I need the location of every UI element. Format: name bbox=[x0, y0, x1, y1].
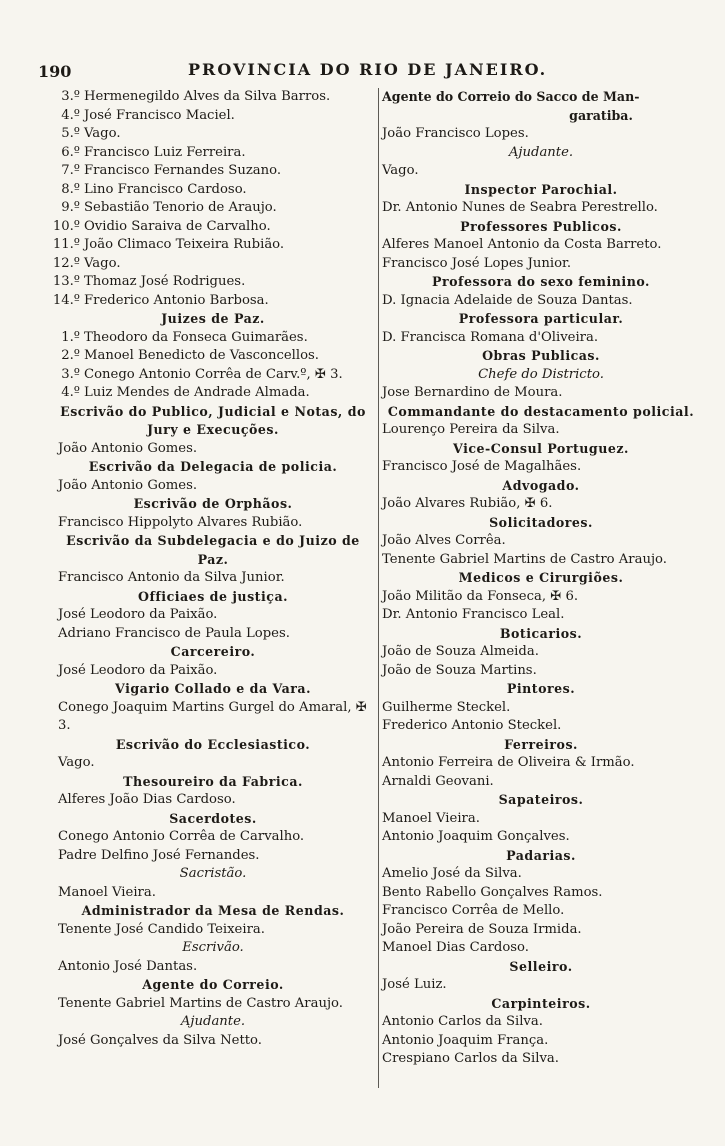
list-item: Crespiano Carlos da Silva. bbox=[382, 1051, 559, 1066]
section-heading: Inspector Parochial. bbox=[464, 181, 618, 197]
list-item: Antonio Joaquim França. bbox=[382, 1032, 549, 1048]
list-item: 12.º Vago. bbox=[52, 255, 121, 271]
section-heading: Agente do Correio. bbox=[142, 977, 284, 992]
list-item: Manoel Vieira. bbox=[382, 810, 480, 826]
list-item: 6.º Francisco Luiz Ferreira. bbox=[61, 144, 246, 160]
section-heading: Thesoureiro da Fabrica. bbox=[123, 773, 303, 789]
list-item: Amelio José da Silva. bbox=[382, 866, 522, 881]
list-item: Tenente Gabriel Martins de Castro Araujo. bbox=[58, 995, 343, 1011]
section-heading: Padarias. bbox=[506, 847, 576, 863]
list-item: Guilherme Steckel. bbox=[382, 699, 511, 715]
list-item: Vago. bbox=[58, 755, 95, 770]
right-column bbox=[382, 88, 700, 1069]
list-item: Antonio Joaquim Gonçalves. bbox=[382, 829, 570, 844]
section-heading: Administrador da Mesa de Rendas. bbox=[81, 903, 345, 918]
list-item: João Militão da Fonseca, ✠ 6. bbox=[382, 588, 579, 604]
section-heading: Professora do sexo feminino. bbox=[432, 274, 650, 289]
list-item: José Luiz. bbox=[382, 977, 447, 992]
list-item: João Alvares Rubião, ✠ 6. bbox=[382, 496, 553, 511]
section-heading: Selleiro. bbox=[509, 958, 573, 974]
list-item: 14.º Frederico Antonio Barbosa. bbox=[52, 292, 269, 308]
list-item: 4.º Luiz Mendes de Andrade Almada. bbox=[61, 385, 310, 400]
list-item: Francisco Antonio da Silva Junior. bbox=[58, 570, 285, 585]
section-heading: Escrivão de Orphãos. bbox=[133, 496, 293, 511]
list-item: José Leodoro da Paixão. bbox=[58, 607, 218, 622]
list-item: João Antonio Gomes. bbox=[58, 477, 198, 493]
section-heading: Juizes de Paz. bbox=[161, 311, 265, 326]
list-item: Francisco José de Magalhães. bbox=[382, 459, 582, 474]
list-item: Antonio Ferreira de Oliveira & Irmão. bbox=[382, 755, 635, 770]
list-item: João Pereira de Souza Irmida. bbox=[382, 921, 582, 937]
list-item: João Francisco Lopes. bbox=[382, 126, 529, 141]
list-item: Jose Bernardino de Moura. bbox=[382, 385, 563, 400]
list-item: João Antonio Gomes. bbox=[58, 440, 198, 456]
list-item: Adriano Francisco de Paula Lopes. bbox=[58, 625, 290, 641]
section-heading: Officiaes de justiça. bbox=[137, 588, 288, 604]
list-item: 2.º Manoel Benedicto de Vasconcellos. bbox=[61, 348, 320, 363]
page-header bbox=[38, 60, 658, 84]
list-item: Dr. Antonio Nunes de Seabra Perestrello. bbox=[382, 200, 658, 215]
list-item: Alferes Manoel Antonio da Costa Barreto. bbox=[382, 237, 662, 252]
section-heading: Advogado. bbox=[502, 477, 580, 493]
section-heading: Escrivão da Delegacia de policia. bbox=[88, 459, 338, 474]
list-item: Francisco Corrêa de Mello. bbox=[382, 903, 565, 918]
list-item: Alferes João Dias Cardoso. bbox=[58, 792, 236, 807]
section-heading: Vice-Consul Portuguez. bbox=[453, 440, 629, 456]
section-heading: Medicos e Cirurgiões. bbox=[458, 570, 624, 585]
list-item: 7.º Francisco Fernandes Suzano. bbox=[61, 163, 282, 178]
list-item: 8.º Lino Francisco Cardoso. bbox=[61, 181, 247, 197]
list-item: José Leodoro da Paixão. bbox=[58, 662, 218, 678]
list-item: Padre Delfino José Fernandes. bbox=[58, 847, 260, 863]
section-heading: Carpinteiros. bbox=[491, 995, 591, 1011]
page-number: 190 bbox=[38, 62, 72, 81]
section-heading-continued: garatiba. bbox=[569, 107, 633, 123]
section-subheading: Sacristão. bbox=[179, 866, 247, 881]
list-item: 4.º José Francisco Maciel. bbox=[61, 107, 235, 123]
section-subheading: Escrivão. bbox=[182, 940, 244, 955]
section-heading: Commandante do destacamento policial. bbox=[387, 403, 695, 419]
section-heading: Pintores. bbox=[506, 681, 576, 696]
list-item: Francisco José Lopes Junior. bbox=[382, 255, 572, 271]
list-item: Arnaldi Geovani. bbox=[382, 773, 494, 789]
section-heading: Carcereiro. bbox=[170, 644, 256, 659]
section-heading: Boticarios. bbox=[499, 625, 583, 641]
list-item: 11.º João Climaco Teixeira Rubião. bbox=[52, 237, 285, 252]
left-column bbox=[50, 88, 376, 1050]
list-item: 3.º Hermenegildo Alves da Silva Barros. bbox=[61, 89, 331, 104]
list-item: Conego Joaquim Martins Gurgel do Amaral, ✠ 3. bbox=[58, 699, 367, 733]
list-item: Frederico Antonio Steckel. bbox=[382, 718, 562, 733]
section-heading: Escrivão da Subdelegacia e do Juizo de Paz. bbox=[66, 533, 360, 567]
list-item: Vago. bbox=[382, 163, 419, 178]
list-item: D. Francisca Romana d'Oliveira. bbox=[382, 329, 599, 345]
section-heading: Sapateiros. bbox=[498, 792, 584, 807]
list-item: Lourenço Pereira da Silva. bbox=[382, 422, 560, 437]
list-item: Manoel Vieira. bbox=[58, 884, 156, 900]
section-subheading: Ajudante. bbox=[508, 144, 574, 160]
section-subheading: Ajudante. bbox=[180, 1014, 246, 1029]
list-item: Antonio José Dantas. bbox=[58, 958, 198, 974]
section-subheading: Chefe do Districto. bbox=[478, 366, 604, 382]
list-item: Dr. Antonio Francisco Leal. bbox=[382, 607, 565, 622]
list-item: D. Ignacia Adelaide de Souza Dantas. bbox=[382, 292, 633, 308]
column-divider bbox=[378, 88, 379, 1088]
list-item: Tenente José Candido Teixeira. bbox=[58, 921, 265, 937]
vereadores-list bbox=[50, 88, 376, 310]
section-heading: Solicitadores. bbox=[489, 514, 593, 530]
list-item: 13.º Thomaz José Rodrigues. bbox=[52, 274, 246, 289]
list-item: Tenente Gabriel Martins de Castro Araujo. bbox=[382, 551, 667, 567]
list-item: 5.º Vago. bbox=[61, 126, 121, 141]
section-heading: Professores Publicos. bbox=[460, 218, 622, 234]
juizes-list bbox=[50, 329, 376, 403]
section-heading: Obras Publicas. bbox=[482, 348, 600, 363]
list-item: João Alves Corrêa. bbox=[382, 533, 506, 548]
list-item: Antonio Carlos da Silva. bbox=[382, 1014, 543, 1029]
section-heading: Escrivão do Ecclesiastico. bbox=[115, 736, 311, 752]
list-item: João de Souza Martins. bbox=[382, 662, 537, 678]
list-item: Manoel Dias Cardoso. bbox=[382, 940, 529, 955]
list-item: Bento Rabello Gonçalves Ramos. bbox=[382, 884, 603, 900]
list-item: Francisco Hippolyto Alvares Rubião. bbox=[58, 514, 303, 530]
list-item: 3.º Conego Antonio Corrêa de Carv.º, ✠ 3. bbox=[61, 366, 343, 382]
list-item: José Gonçalves da Silva Netto. bbox=[58, 1032, 262, 1048]
list-item: 1.º Theodoro da Fonseca Guimarães. bbox=[61, 329, 308, 345]
section-heading: Vigario Collado e da Vara. bbox=[115, 681, 311, 696]
section-heading: Agente do Correio do Sacco de Man- bbox=[382, 89, 640, 104]
section-heading: Professora particular. bbox=[458, 311, 624, 326]
section-heading: Sacerdotes. bbox=[169, 810, 257, 826]
list-item: 10.º Ovidio Saraiva de Carvalho. bbox=[52, 218, 271, 234]
list-item: 9.º Sebastião Tenorio de Araujo. bbox=[61, 200, 277, 215]
running-title: PROVINCIA DO RIO DE JANEIRO. bbox=[188, 60, 548, 79]
list-item: João de Souza Almeida. bbox=[382, 644, 539, 659]
section-heading: Ferreiros. bbox=[504, 736, 578, 752]
section-heading: Escrivão do Publico, Judicial e Notas, do Jury e Execuções. bbox=[60, 403, 366, 437]
list-item: Conego Antonio Corrêa de Carvalho. bbox=[58, 829, 305, 844]
